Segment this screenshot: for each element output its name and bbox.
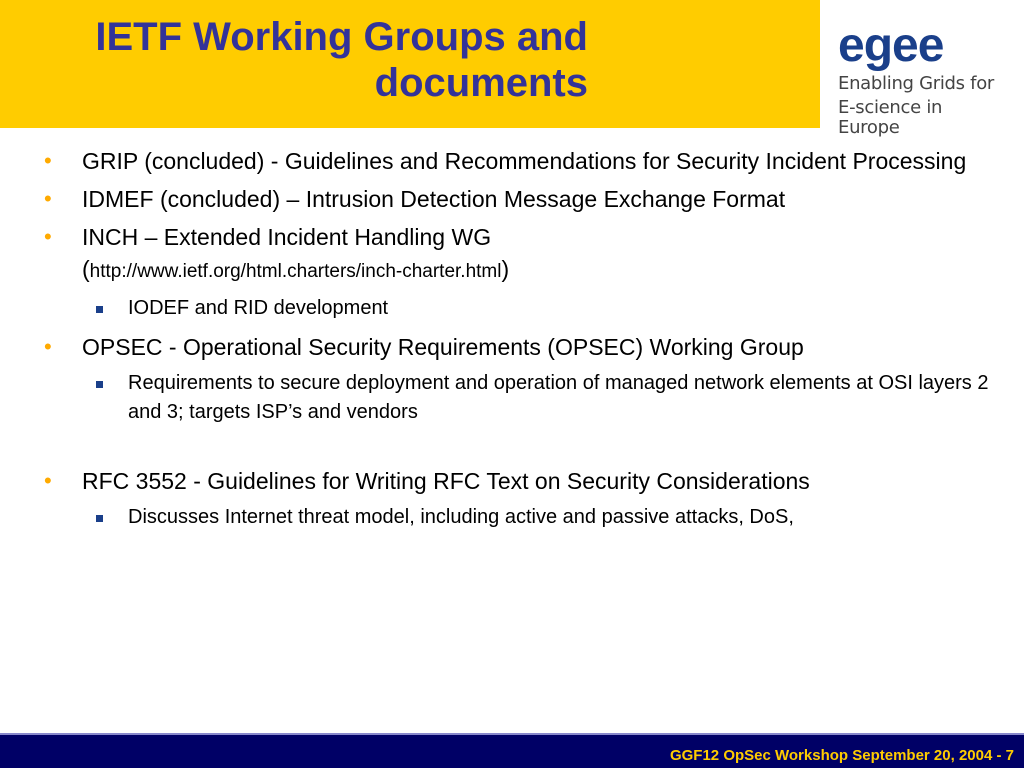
logo-tagline-1: Enabling Grids for	[838, 73, 995, 94]
inch-url-open: (	[82, 256, 90, 282]
bullet-square-icon	[96, 381, 103, 388]
bullet-square-icon	[96, 306, 103, 313]
header-band	[0, 0, 820, 128]
bullet-dot-icon: •	[44, 334, 52, 359]
logo-tagline-2: E-science in Europe	[838, 97, 943, 138]
item-text: RFC 3552 - Guidelines for Writing RFC Text on Security Considerations	[82, 468, 810, 494]
sub-item-rfc	[44, 503, 1004, 532]
title-line-2: documents	[374, 61, 588, 105]
item-text: INCH – Extended Incident Handling WG	[82, 224, 492, 250]
list-item-opsec	[44, 331, 1004, 363]
item-text: GRIP (concluded) - Guidelines and Recommendations for Security Incident Processing	[82, 148, 967, 174]
footer-bar	[0, 733, 1024, 768]
inch-charter-link[interactable]: http://www.ietf.org/html.charters/inch-charter.html	[89, 261, 502, 282]
list-item-rfc	[44, 465, 1004, 497]
bullet-dot-icon: •	[44, 148, 52, 173]
slide-title	[0, 14, 588, 106]
item-text: Discusses Internet threat model, including active and passive attacks, DoS,	[128, 506, 794, 528]
item-text: IDMEF (concluded) – Intrusion Detection Message Exchange Format	[82, 186, 786, 212]
footer-text: GGF12 OpSec Workshop September 20, 2004 - 7	[669, 747, 1014, 764]
bullet-square-icon	[96, 515, 103, 522]
sub-item-opsec	[44, 369, 1004, 427]
list-item-inch	[44, 221, 1004, 288]
bullet-dot-icon: •	[44, 186, 52, 211]
logo-wordmark: egee	[838, 19, 944, 72]
item-text: Requirements to secure deployment and operation of managed network elements at OSI layers 2 and 3; targets ISP’s and vendors	[128, 372, 989, 423]
slide-content	[44, 145, 1004, 540]
item-text: IODEF and RID development	[128, 297, 389, 319]
list-item-grip	[44, 145, 1004, 177]
sub-item-iodef	[44, 294, 1004, 323]
bullet-dot-icon: •	[44, 468, 52, 493]
item-text: OPSEC - Operational Security Requirements (OPSEC) Working Group	[82, 334, 804, 360]
bullet-dot-icon: •	[44, 224, 52, 249]
egee-logo	[838, 19, 1008, 138]
title-line-1: IETF Working Groups and	[95, 15, 588, 59]
list-item-idmef	[44, 183, 1004, 215]
inch-url-close: )	[501, 256, 510, 282]
